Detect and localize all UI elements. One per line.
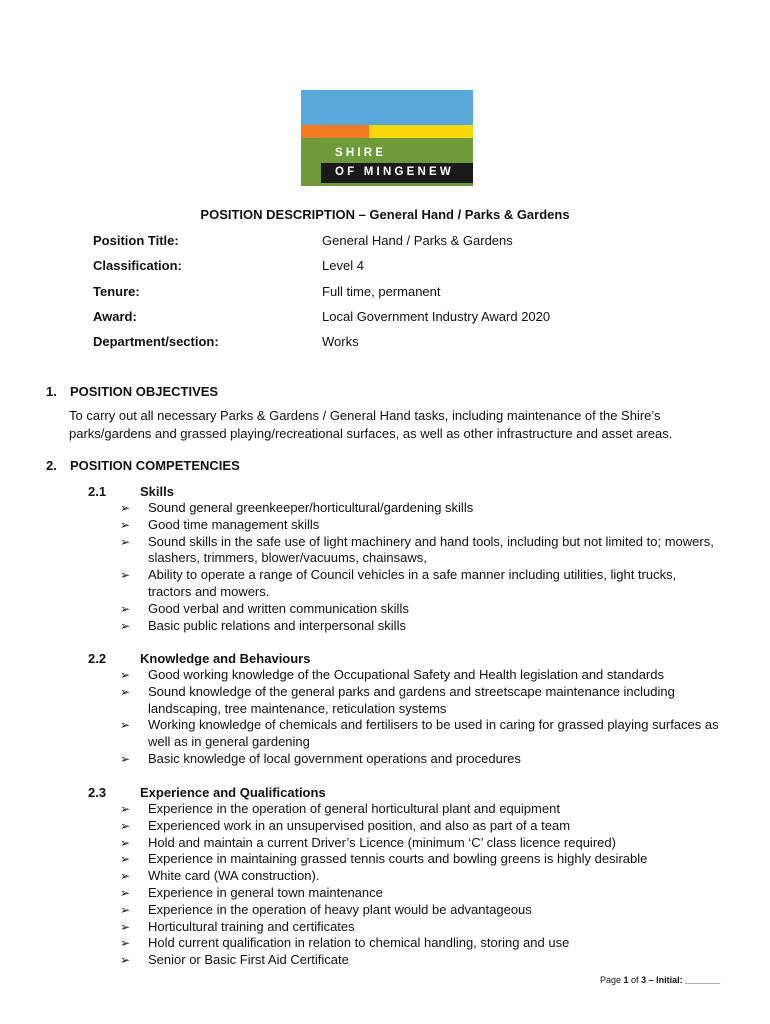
list-item-text: Senior or Basic First Aid Certificate — [148, 952, 349, 968]
arrow-bullet-icon: ➢ — [120, 601, 131, 616]
detail-value-award: Local Government Industry Award 2020 — [322, 309, 551, 324]
list-item — [120, 902, 720, 919]
list-item-text: Experience in general town maintenance — [148, 884, 383, 900]
arrow-bullet-icon: ➢ — [120, 919, 131, 934]
list-item — [120, 717, 720, 751]
subsection-number: 2.1 — [88, 484, 107, 499]
arrow-bullet-icon: ➢ — [120, 718, 131, 733]
arrow-bullet-icon: ➢ — [120, 835, 131, 850]
footer-total: 3 — [641, 975, 647, 985]
list-item-text: Ability to operate a range of Council vehicles in a safe manner including utilities, light trucks, tractors and mowers. — [148, 567, 677, 599]
detail-value-department: Works — [322, 334, 359, 349]
detail-label-position-title: Position Title: — [93, 233, 179, 248]
list-item — [120, 667, 720, 684]
list-item — [120, 935, 720, 952]
arrow-bullet-icon: ➢ — [120, 668, 131, 682]
arrow-bullet-icon: ➢ — [120, 517, 131, 532]
list-item-text: Good time management skills — [148, 516, 320, 532]
list-item-text: Experience in the operation of general horticultural plant and equipment — [148, 801, 560, 816]
section-1-number: 1. — [46, 384, 57, 399]
footer-initial: – Initial: _______ — [646, 975, 721, 985]
list-item-text: Sound general greenkeeper/horticultural/gardening skills — [148, 500, 474, 515]
arrow-bullet-icon: ➢ — [120, 869, 131, 884]
footer-prefix: Page — [600, 975, 624, 985]
list-item — [120, 534, 720, 568]
list-item-text: Sound skills in the safe use of light machinery and hand tools, including but not limited to; mowers, slashers, trimmers, blower/vacuums, chainsaws, — [148, 533, 714, 566]
list-item-text: Experience in the operation of heavy plant would be advantageous — [148, 901, 532, 917]
subsection-title: Knowledge and Behaviours — [140, 651, 311, 666]
arrow-bullet-icon: ➢ — [120, 902, 131, 917]
list-item-text: White card (WA construction). — [148, 868, 320, 884]
list-item — [120, 684, 720, 718]
detail-label-award: Award: — [93, 309, 137, 324]
arrow-bullet-icon: ➢ — [120, 885, 131, 900]
shire-logo — [301, 90, 473, 186]
list-item-text: Experienced work in an unsupervised position, and also as part of a team — [148, 817, 571, 833]
list-item — [120, 751, 720, 768]
list-item — [120, 801, 720, 818]
list-item — [120, 500, 720, 517]
list-item — [120, 919, 720, 936]
subsection-title: Experience and Qualifications — [140, 785, 326, 800]
list-item-text: Basic public relations and interpersonal skills — [148, 617, 406, 633]
list-item — [120, 835, 720, 852]
list-item-text: Experience in maintaining grassed tennis courts and bowling greens is highly desirable — [148, 851, 648, 867]
list-item-text: Working knowledge of chemicals and fertilisers to be used in caring for grassed playing surfaces as well as in general gardening — [148, 717, 719, 750]
arrow-bullet-icon: ➢ — [120, 953, 131, 968]
arrow-bullet-icon: ➢ — [120, 501, 131, 515]
detail-label-tenure: Tenure: — [93, 284, 140, 299]
list-item — [120, 868, 720, 885]
logo-line-1: SHIRE — [335, 147, 387, 159]
detail-label-classification: Classification: — [93, 258, 182, 273]
detail-value-position-title: General Hand / Parks & Gardens — [322, 233, 513, 248]
detail-value-tenure: Full time, permanent — [322, 284, 441, 299]
section-2-heading: POSITION COMPETENCIES — [70, 458, 240, 473]
page-footer — [600, 975, 720, 985]
section-1-text: To carry out all necessary Parks & Gardens / General Hand tasks, including maintenance of the Shire’s parks/gardens and grassed playing/recreational surfaces, as well as other infrastructure and asset areas. — [69, 408, 673, 441]
detail-value-classification: Level 4 — [322, 258, 364, 273]
footer-of: of — [628, 975, 642, 985]
logo-line-2: OF MINGENEW — [335, 166, 454, 178]
arrow-bullet-icon: ➢ — [120, 568, 131, 583]
list-item-text: Horticultural training and certificates — [148, 918, 355, 934]
knowledge-list — [120, 667, 720, 768]
arrow-bullet-icon: ➢ — [120, 751, 131, 766]
list-item — [120, 885, 720, 902]
subsection-title: Skills — [140, 484, 174, 499]
list-item-text: Basic knowledge of local government operations and procedures — [148, 750, 521, 766]
list-item — [120, 601, 720, 618]
subsection-number: 2.2 — [88, 651, 107, 666]
arrow-bullet-icon: ➢ — [120, 534, 131, 549]
experience-list — [120, 801, 720, 969]
section-1-heading: POSITION OBJECTIVES — [70, 384, 219, 399]
arrow-bullet-icon: ➢ — [120, 818, 131, 833]
arrow-bullet-icon: ➢ — [120, 936, 131, 951]
list-item — [120, 618, 720, 635]
arrow-bullet-icon: ➢ — [120, 802, 131, 816]
list-item — [120, 567, 720, 601]
list-item — [120, 851, 720, 868]
subsection-number: 2.3 — [88, 785, 107, 800]
list-item-text: Sound knowledge of the general parks and gardens and streetscape maintenance including landscaping, tree maintenance, reticulation systems — [148, 683, 675, 716]
arrow-bullet-icon: ➢ — [120, 684, 131, 699]
list-item-text: Hold current qualification in relation to chemical handling, storing and use — [148, 935, 570, 951]
list-item-text: Hold and maintain a current Driver’s Licence (minimum ‘C’ class licence required) — [148, 834, 616, 850]
detail-label-department: Department/section: — [93, 334, 219, 349]
list-item-text: Good verbal and written communication skills — [148, 600, 409, 616]
arrow-bullet-icon: ➢ — [120, 852, 131, 867]
document-title: POSITION DESCRIPTION – General Hand / Parks & Gardens — [200, 207, 570, 222]
list-item — [120, 517, 720, 534]
list-item — [120, 818, 720, 835]
section-2-number: 2. — [46, 458, 57, 473]
list-item-text: Good working knowledge of the Occupational Safety and Health legislation and standards — [148, 667, 664, 682]
footer-page: 1 — [623, 975, 629, 985]
skills-list — [120, 500, 720, 634]
list-item — [120, 952, 720, 969]
arrow-bullet-icon: ➢ — [120, 618, 131, 633]
